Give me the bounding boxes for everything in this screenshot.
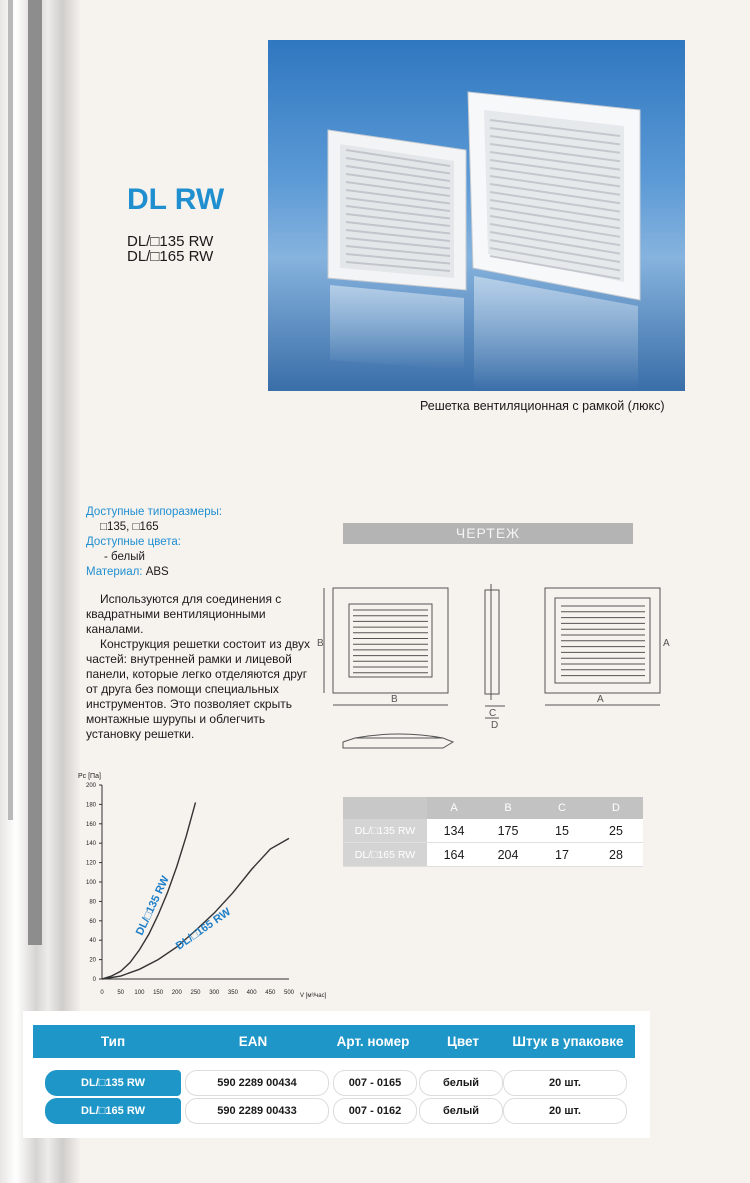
y-tick-label: 160: [85, 821, 96, 828]
large-grille-image: [468, 92, 640, 300]
order-cell-art: 007 - 0165: [333, 1070, 417, 1096]
y-tick-label: 120: [85, 860, 96, 867]
x-tick-label: 450: [265, 990, 276, 996]
order-cell-qty: 20 шт.: [503, 1098, 627, 1124]
dim-label-b-vertical: B: [317, 638, 324, 649]
dim-cell: 175: [481, 819, 535, 843]
y-tick-label: 140: [85, 841, 96, 848]
x-tick-label: 400: [246, 990, 257, 996]
y-tick-label: 100: [85, 880, 96, 886]
series-label: DL/□135 RW: [133, 874, 172, 938]
order-cell-type: DL/□135 RW: [45, 1070, 181, 1096]
product-photo: [268, 40, 685, 391]
dim-col-header: D: [589, 797, 643, 819]
order-col-header: EAN: [238, 1034, 268, 1049]
chart-xlabel: V [м³/час]: [300, 993, 327, 999]
order-col-header: Арт. номер: [336, 1034, 410, 1049]
x-tick-label: 350: [227, 990, 238, 996]
dim-cell: 204: [481, 843, 535, 867]
order-cell-qty: 20 шт.: [503, 1070, 627, 1096]
model-name: DL/□165 RW: [127, 248, 214, 265]
x-tick-label: 200: [171, 990, 182, 996]
y-tick-label: 180: [85, 802, 96, 809]
dim-label-a-vertical: A: [663, 638, 670, 649]
dim-row-name: DL/□165 RW: [343, 843, 427, 867]
y-tick-label: 200: [85, 783, 96, 789]
photo-caption: Решетка вентиляционная с рамкой (люкс): [420, 399, 665, 413]
table-row: [23, 1098, 650, 1122]
dimensions-table: [343, 797, 643, 867]
side-view: [485, 590, 499, 694]
material-label: Материал:: [86, 566, 143, 578]
x-tick-label: 250: [190, 990, 201, 996]
drawing-header: ЧЕРТЕЖ: [343, 523, 633, 544]
order-cell-color: белый: [419, 1070, 503, 1096]
dim-col-header: A: [427, 797, 481, 819]
order-table-header: [33, 1025, 635, 1058]
dim-cell: 28: [589, 843, 643, 867]
product-models: [127, 234, 213, 264]
order-col-header: Цвет: [447, 1034, 479, 1049]
y-tick-label: 20: [89, 957, 96, 964]
table-row: [343, 843, 643, 867]
dim-col-header: C: [535, 797, 589, 819]
dim-row-name: DL/□135 RW: [343, 819, 427, 843]
description-paragraph: Конструкция решетки состоит из двух частей: внутренней рамки и лицевой панели, которые легко отделяются друг от друга без помощи специальных инструментов. Это позволяет скрыть монтажные шурупы и облегчить установку решетки.: [86, 637, 311, 741]
dim-label-a: A: [597, 694, 604, 705]
table-row: [343, 819, 643, 843]
x-tick-label: 50: [117, 990, 125, 996]
series-line: [102, 802, 196, 979]
dimensions-header-row: [343, 797, 643, 819]
colors-value: - белый: [104, 551, 145, 563]
x-tick-label: 300: [209, 990, 220, 996]
sizes-label: Доступные типоразмеры:: [86, 506, 223, 518]
front-view-inner: [349, 604, 432, 677]
product-photo-illustration: [268, 40, 685, 391]
technical-drawing: [315, 580, 675, 760]
x-tick-label: 0: [100, 990, 104, 996]
x-tick-label: 500: [283, 990, 295, 996]
table-row: [23, 1070, 650, 1094]
dim-cell: 15: [535, 819, 589, 843]
side-stripe-thin: [8, 0, 13, 820]
colors-label: Доступные цвета:: [86, 536, 181, 548]
dimensions-corner: [343, 797, 427, 819]
x-tick-label: 150: [153, 990, 164, 996]
spec-info: [86, 505, 222, 580]
dim-col-header: B: [481, 797, 535, 819]
dim-label-b: B: [391, 694, 398, 705]
sizes-value: □135, □165: [100, 521, 159, 533]
description-paragraph: Используются для соединения с квадратными вентиляционными каналами.: [86, 592, 282, 636]
order-cell-ean: 590 2289 00434: [185, 1070, 329, 1096]
y-tick-label: 60: [89, 918, 96, 925]
dim-label-c: C: [489, 708, 497, 719]
product-title: DL RW: [127, 183, 225, 216]
dim-cell: 17: [535, 843, 589, 867]
order-cell-type: DL/□165 RW: [45, 1098, 181, 1124]
order-cell-ean: 590 2289 00433: [185, 1098, 329, 1124]
y-tick-label: 40: [89, 938, 96, 945]
order-cell-color: белый: [419, 1098, 503, 1124]
x-tick-label: 100: [134, 990, 145, 996]
dim-label-d: D: [491, 720, 499, 731]
order-col-header: Штук в упаковке: [512, 1034, 624, 1049]
order-table: [23, 1011, 650, 1138]
chart-ylabel: Pc [Па]: [78, 773, 101, 780]
model-name: DL/□135 RW: [127, 233, 214, 250]
series-line: [102, 838, 289, 979]
dim-cell: 164: [427, 843, 481, 867]
small-grille-image: [328, 130, 466, 290]
y-tick-label: 0: [92, 977, 96, 983]
dim-cell: 25: [589, 819, 643, 843]
dim-cell: 134: [427, 819, 481, 843]
description: [86, 592, 316, 742]
order-cell-art: 007 - 0162: [333, 1098, 417, 1124]
series-label: DL/□165 RW: [173, 905, 234, 953]
pressure-chart: [72, 768, 342, 1003]
order-col-header: Тип: [100, 1034, 126, 1049]
side-stripe: [28, 0, 42, 945]
y-tick-label: 80: [89, 899, 96, 906]
material-value: ABS: [145, 566, 169, 578]
profile-view: [343, 738, 453, 748]
